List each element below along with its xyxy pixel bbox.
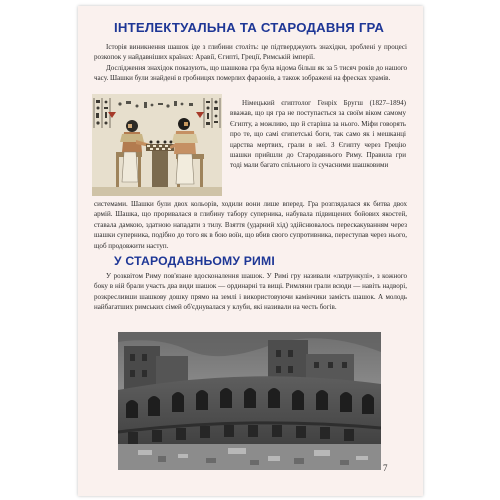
roman-ruins-photo <box>118 332 381 470</box>
intro-text <box>94 42 407 84</box>
rome-text <box>94 271 407 313</box>
paragraph-rules: системами. Шашки були двох кольорів, ходили вони лише вперед. Гра розглядалася як битва двох армій. Шашка, що проривалася в глибину табору суперника, набувала підвищених бойових якостей, ставала дамкою, здатною нападати з тилу. Взяття (ударний хід) здійснювалось перескакуванням через шашки суперника, подібно до того як в бою воїн, що вбив свого супротивника, переступав через нього, щоб продовжити наступ. <box>94 200 407 250</box>
paragraph-findings: Дослідження знахідок показують, що шашкова гра була відома більш як за 5 тисяч років до нашого часу. Шашки були знайдені в гробницях померлих фараонів, а також зображені на фресках храмів. <box>94 63 407 83</box>
paragraph-rome: У розквітом Риму пов'язане вдосконалення шашок. У Римі гру називали «латрункулі», з кожного боку в ній брали участь два види шашок — ординарні та вищі. Римляни грали всюди — навіть надворі, розкресливши шашкову дошку прямо на землі і використовуючи камінчики замість шашок. А молодь найбагатших римських сімей об'єднувалася у клуби, які називали на честь богів. <box>94 272 407 312</box>
page-number: 7 <box>383 463 388 473</box>
egyptologist-text <box>230 98 406 171</box>
fresco-drawing <box>92 94 222 196</box>
rules-text <box>94 199 407 251</box>
paragraph-history: Історія виникнення шашок іде з глибини століть: це підтверджують знахідки, зроблені у процесі розкопок у найдавніших країнах: Аравії, Єгипті, Греції, Римській імперії. <box>94 43 407 62</box>
rome-heading: У СТАРОДАВНЬОМУ РИМІ <box>114 254 275 268</box>
egyptian-fresco-image <box>92 94 222 196</box>
ruins-drawing <box>118 332 381 470</box>
book-page <box>78 6 423 496</box>
main-heading: ІНТЕЛЕКТУАЛЬНА ТА СТАРОДАВНЯ ГРА <box>114 20 385 35</box>
paragraph-brugsch: Німецький єгиптолог Генріх Бругш (1827–1894) вважав, що ця гра не поступається за своїм віком самому Єгипту, а можливо, що й старіша за нього. Міфи говорять про те, що самі єгипетські боги, так само як і мешканці царства мертвих, грали в неї. З Єгипту через Грецію шашки прийшли до Стародавнього Риму. Правила гри тоді мали багато спільного із сучасними шашковими <box>230 99 406 170</box>
